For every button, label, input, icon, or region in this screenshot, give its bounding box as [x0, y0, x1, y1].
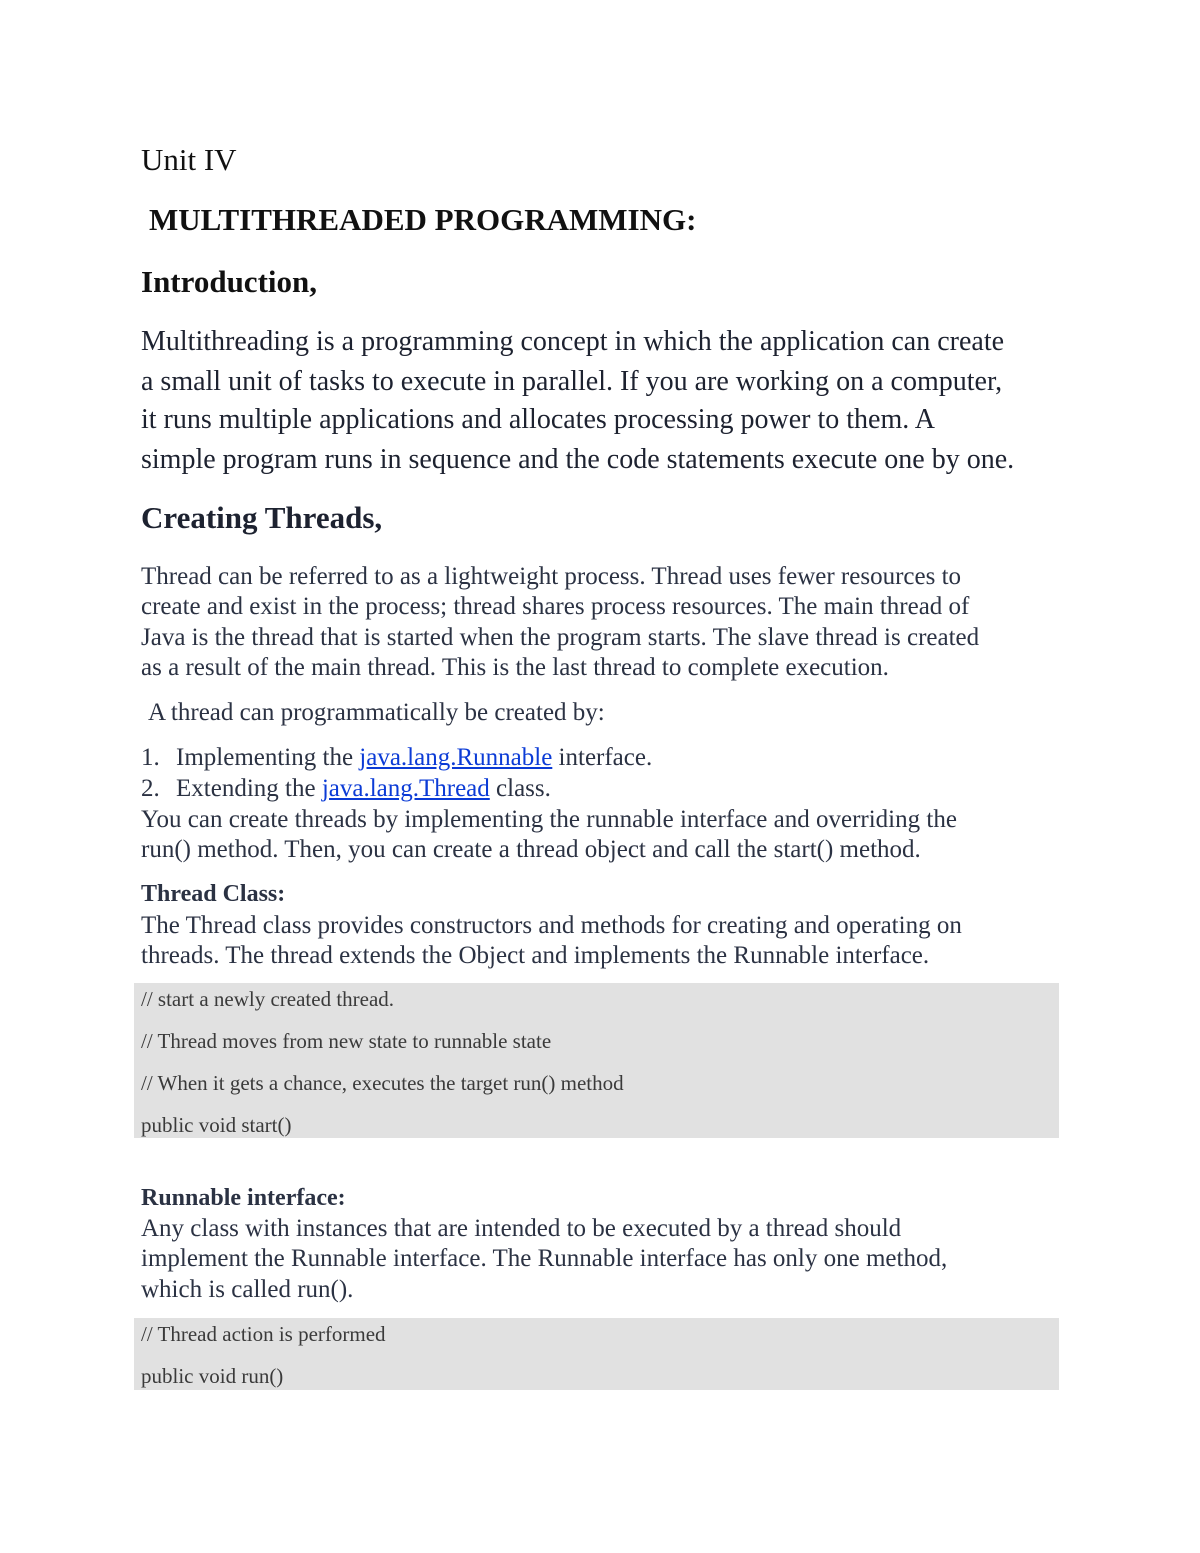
unit-heading: Unit IV	[141, 142, 237, 177]
body-line: threads. The thread extends the Object and implements the Runnable interface.	[141, 942, 930, 969]
body-line: Thread can be referred to as a lightweight process. Thread uses fewer resources to	[141, 563, 962, 590]
list-number: 1.	[141, 744, 160, 771]
intro-line: it runs multiple applications and allocates processing power to them. A	[141, 404, 935, 435]
main-heading: MULTITHREADED PROGRAMMING:	[149, 202, 697, 237]
body-line: The Thread class provides constructors and methods for creating and operating on	[141, 912, 962, 939]
body-line: implement the Runnable interface. The Runnable interface has only one method,	[141, 1245, 948, 1272]
creating-threads-heading: Creating Threads,	[141, 500, 383, 535]
code-line: // start a newly created thread.	[141, 987, 395, 1011]
list-item	[141, 744, 652, 772]
runnable-code-block	[134, 1318, 1059, 1390]
body-line: create and exist in the process; thread shares process resources. The main thread of	[141, 593, 970, 620]
thread-link[interactable]: java.lang.Thread	[321, 775, 490, 802]
body-line: which is called run().	[141, 1276, 354, 1303]
list-text: interface.	[552, 744, 653, 771]
body-line: You can create threads by implementing the runnable interface and overriding the	[141, 806, 957, 833]
code-line: public void start()	[141, 1113, 292, 1137]
body-line: Java is the thread that is started when the program starts. The slave thread is created	[141, 624, 980, 651]
runnable-interface-heading: Runnable interface:	[141, 1185, 346, 1211]
intro-line: Multithreading is a programming concept in which the application can create	[141, 326, 1005, 357]
list-text: Extending the	[176, 775, 322, 802]
runnable-link[interactable]: java.lang.Runnable	[359, 744, 553, 771]
intro-line: simple program runs in sequence and the code statements execute one by one.	[141, 444, 1015, 475]
code-line: // When it gets a chance, executes the target run() method	[141, 1071, 624, 1095]
code-line: // Thread moves from new state to runnable state	[141, 1029, 552, 1053]
thread-class-code-block	[134, 983, 1059, 1138]
list-text: Implementing the	[176, 744, 360, 771]
body-line: as a result of the main thread. This is the last thread to complete execution.	[141, 654, 889, 681]
code-line: // Thread action is performed	[141, 1322, 386, 1346]
list-text: class.	[489, 775, 551, 802]
list-number: 2.	[141, 775, 160, 802]
introduction-heading: Introduction,	[141, 264, 317, 299]
intro-line: a small unit of tasks to execute in parallel. If you are working on a computer,	[141, 366, 1003, 397]
created-by-text: A thread can programmatically be created by:	[148, 699, 605, 726]
list-item	[141, 775, 551, 803]
thread-class-heading: Thread Class:	[141, 881, 286, 907]
body-line: run() method. Then, you can create a thread object and call the start() method.	[141, 836, 921, 863]
body-line: Any class with instances that are intended to be executed by a thread should	[141, 1215, 902, 1242]
code-line: public void run()	[141, 1364, 284, 1388]
